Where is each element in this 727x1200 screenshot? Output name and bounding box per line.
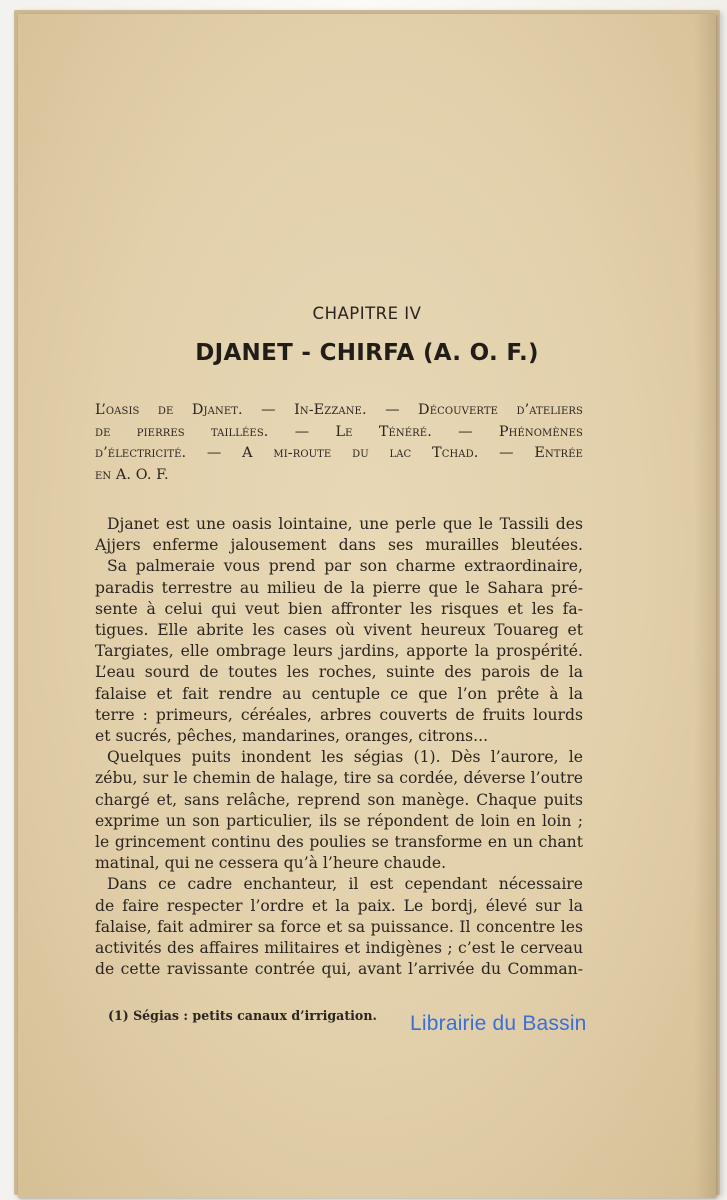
- body-line: sente à celui qui veut bien affronter les risques et les fa-: [95, 599, 583, 618]
- body-text: [95, 514, 583, 980]
- body-line: et sucrés, pêches, mandarines, oranges, citrons...: [95, 727, 489, 746]
- body-line: terre : primeurs, céréales, arbres couverts de fruits lourds: [95, 705, 583, 724]
- body-line: zébu, sur le chemin de halage, tire sa cordée, déverse l’outre: [95, 769, 583, 788]
- chapter-title: DJANET - CHIRFA (A. O. F.): [195, 340, 539, 366]
- body-line: tigues. Elle abrite les cases où vivent heureux Touareg et: [95, 621, 583, 640]
- body-line: Quelques puits inondent les ségias (1). Dès l’aurore, le: [107, 748, 583, 767]
- watermark: Librairie du Bassin: [410, 1012, 587, 1035]
- page-sheet: [18, 14, 716, 1198]
- body-line: Djanet est une oasis lointaine, une perle que le Tassili des: [107, 515, 583, 533]
- body-line: paradis terrestre au milieu de la pierre que le Sahara pré-: [95, 578, 583, 597]
- chapter-summary: [95, 400, 583, 486]
- body-line: falaise et fait rendre au centuple ce que l’on prête à la: [95, 684, 583, 703]
- body-line: Ajjers enferme jalousement dans ses murailles bleutées.: [95, 536, 583, 555]
- page-edge-shadow: [694, 14, 716, 1198]
- body-line: falaise, fait admirer sa force et sa puissance. Il concentre les: [95, 917, 583, 936]
- summary-line: en A. O. F.: [95, 466, 169, 483]
- summary-line: L’oasis de Djanet. — In-Ezzane. — Découverte d’ateliers: [95, 402, 583, 418]
- body-line: Targiates, elle ombrage leurs jardins, apporte la prospérité.: [95, 642, 583, 661]
- book-page: [14, 10, 720, 1195]
- summary-line: d’électricité. — A mi-route du lac Tchad. — Entrée: [95, 445, 583, 461]
- body-line: chargé et, sans relâche, reprend son manège. Chaque puits: [95, 790, 583, 809]
- chapter-label: CHAPITRE IV: [312, 304, 422, 323]
- body-line: Sa palmeraie vous prend par son charme extraordinaire,: [107, 557, 583, 576]
- body-line: matinal, qui ne cessera qu’à l’heure chaude.: [95, 854, 447, 873]
- body-line: L’eau sourd de toutes les roches, suinte des parois de la: [95, 663, 583, 682]
- body-line: de faire respecter l’ordre et la paix. Le bordj, élevé sur la: [95, 896, 583, 915]
- body-line: de cette ravissante contrée qui, avant l’arrivée du Comman-: [95, 960, 583, 979]
- footnote: (1) Ségias : petits canaux d’irrigation.: [108, 1008, 377, 1023]
- body-line: exprime un son particulier, ils se répondent de loin en loin ;: [95, 811, 583, 830]
- body-line: activités des affaires militaires et indigènes ; c’est le cerveau: [95, 939, 583, 958]
- body-line: Dans ce cadre enchanteur, il est cependant nécessaire: [107, 875, 583, 894]
- body-line: le grincement continu des poulies se transforme en un chant: [95, 833, 583, 852]
- summary-line: de pierres taillées. — Le Ténéré. — Phénomènes: [95, 423, 583, 440]
